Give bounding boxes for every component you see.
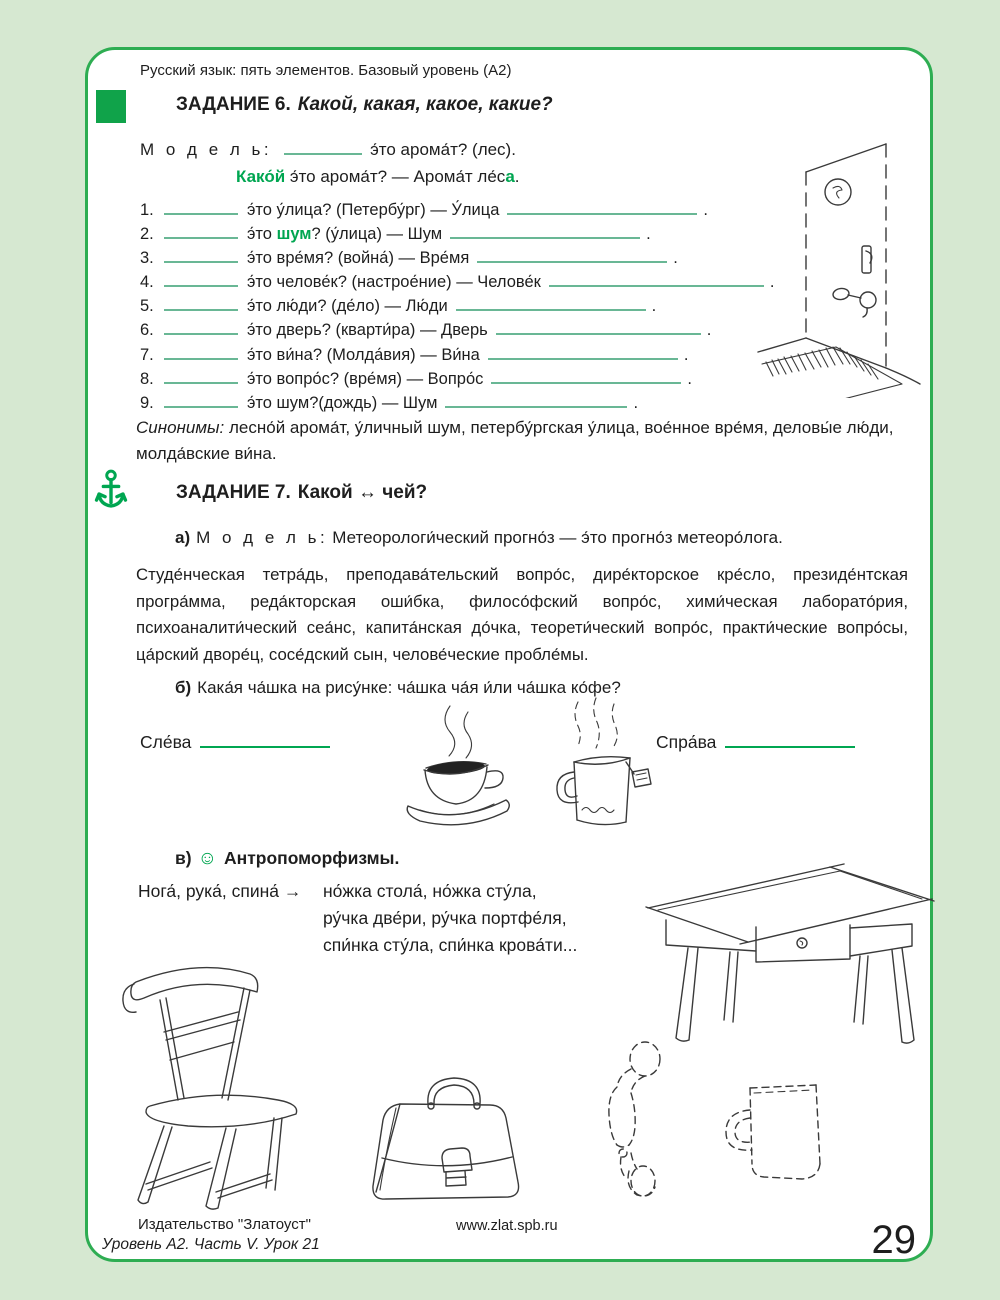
running-header: Русский язык: пять элементов. Базовый уровень (А2): [140, 62, 512, 79]
page-frame: [85, 47, 933, 1262]
task6-heading: [176, 94, 553, 116]
section-square-bullet: [96, 90, 126, 123]
page-number: 29: [871, 1218, 916, 1262]
task7-heading-number: ЗАДАНИЕ 7.: [176, 482, 291, 503]
b-text: Кака́я ча́шка на рису́нке: ча́шка ча́я и́ли ча́шка ко́фе?: [197, 678, 621, 697]
item-period: .: [706, 321, 712, 340]
blank-line: [477, 249, 667, 263]
model-label: М о д е л ь:: [140, 140, 273, 159]
item-period: .: [687, 369, 692, 388]
blank-line: [284, 141, 362, 155]
blank-line: [549, 273, 764, 287]
model-line1-text: э́то арома́т? (лес).: [370, 140, 516, 159]
list-item: [140, 246, 774, 270]
synonyms-text: лесно́й арома́т, у́личный шум, петербу́ргская у́лица, вое́нное вре́мя, деловы́е лю́ди, молда́вские ви́на.: [136, 418, 894, 463]
list-item: [140, 318, 774, 342]
item-text: э́то вре́мя? (война́) — Вре́мя: [247, 249, 470, 268]
coffee-cup-sketch: [386, 700, 536, 850]
right-answer: [656, 732, 855, 753]
item-number: 9.: [140, 393, 154, 412]
item-text: э́то ви́на? (Молда́вия) — Ви́на: [247, 345, 480, 364]
list-item: [140, 367, 774, 391]
blank-line: [450, 225, 640, 239]
b-label: б): [175, 678, 192, 697]
item-green-word: шум: [276, 225, 312, 244]
item-number: 3.: [140, 249, 154, 268]
list-item: [140, 222, 774, 246]
blank-line: [164, 273, 238, 287]
synonyms-label: Синонимы:: [136, 418, 225, 437]
item-text: э́то шум?(дождь) — Шум: [247, 393, 438, 412]
v-example-line: спи́нка сту́ла, спи́нка крова́ти...: [323, 935, 578, 955]
task6-model: [140, 136, 520, 190]
blank-line: [164, 370, 238, 384]
task6-heading-title: Какой, какая, какое, какие?: [297, 94, 553, 115]
item-number: 8.: [140, 369, 154, 388]
item-period: .: [769, 273, 775, 292]
v-title: Антропоморфизмы.: [224, 848, 400, 868]
anchor-icon: [94, 468, 128, 510]
blank-line: [507, 201, 697, 215]
v-left-text: Нога́, рука́, спина́ →: [138, 881, 302, 901]
blank-line: [445, 394, 627, 408]
item-number: 1.: [140, 201, 154, 219]
list-item: [140, 343, 774, 367]
website: www.zlat.spb.ru: [456, 1218, 558, 1234]
item-text-after: ? (у́лица) — Шум: [311, 225, 443, 244]
blank-line: [164, 249, 238, 263]
item-text: э́то челове́к? (настрое́ние) — Челове́к: [247, 273, 541, 292]
list-item: [140, 198, 774, 222]
tea-mug-sketch: [540, 696, 660, 856]
answer-line: [200, 734, 330, 748]
item-period: .: [683, 345, 689, 364]
a-model-label: М о д е л ь:: [196, 528, 329, 547]
item-period: .: [651, 297, 657, 316]
item-number: 5.: [140, 297, 154, 316]
v-example-line: но́жка стола́, но́жка сту́ла,: [323, 881, 537, 901]
blank-line: [164, 201, 238, 215]
right-label: Спра́ва: [656, 732, 717, 752]
item-period: .: [673, 249, 678, 268]
task6-model-line1: [140, 136, 520, 163]
answer-line: [725, 734, 855, 748]
task7-heading: [176, 482, 427, 504]
a-label: а): [175, 528, 191, 547]
list-item: [140, 391, 774, 415]
v-examples: [323, 878, 577, 959]
synonyms-paragraph: [136, 415, 914, 467]
model-green-ending: а: [505, 167, 515, 186]
model-line2-text: э́то арома́т? — Арома́т ле́с: [285, 167, 506, 186]
phone-handset-sketch: [583, 1035, 673, 1205]
left-answer: [140, 732, 330, 753]
item-period: .: [646, 225, 651, 244]
blank-line: [496, 321, 701, 335]
a-model-text: Метеорологи́ческий прогно́з — э́то прогно́з метеоро́лога.: [332, 528, 783, 547]
item-number: 7.: [140, 345, 154, 364]
smiley-icon: ☺: [197, 848, 217, 869]
task7-b-question: [175, 678, 621, 698]
blank-line: [164, 297, 238, 311]
item-number: 4.: [140, 273, 154, 292]
blank-line: [164, 225, 238, 239]
briefcase-sketch: [366, 1060, 546, 1215]
item-text: э́то у́лица? (Петербу́рг) — У́лица: [247, 201, 500, 219]
item-text: э́то вопро́с? (вре́мя) — Вопро́с: [247, 369, 484, 388]
blank-line: [164, 394, 238, 408]
table-sketch: [644, 852, 936, 1052]
item-text: э́то дверь? (кварти́ра) — Дверь: [247, 321, 488, 340]
list-item: [140, 270, 774, 294]
v-label: в): [175, 848, 192, 868]
item-number: 2.: [140, 225, 154, 244]
blank-line: [456, 297, 646, 311]
edition-info: Уровень А2. Часть V. Урок 21: [102, 1236, 320, 1253]
model-period: .: [514, 167, 520, 186]
task6-model-line2: [236, 163, 520, 190]
blank-line: [488, 346, 678, 360]
blank-line: [491, 370, 681, 384]
task6-exercise-list: [140, 198, 774, 415]
task7-a-model: [175, 528, 783, 548]
task7-v-heading: [175, 848, 399, 870]
blank-line: [164, 346, 238, 360]
publisher: Издательство "Златоуст": [138, 1216, 311, 1233]
mug-sketch: [710, 1072, 850, 1202]
task7-word-list: Студе́нческая тетра́дь, преподава́тельский вопро́с, дире́кторское кре́сло, президе́нтская програ́мма, реда́кторская оши́бка, филосо́фский вопро́с, хими́ческая лаборато́рия, психоаналити́ческий сеа́нс, капита́нская до́чка, теорети́ческий вопро́с, практи́ческие вопро́сы, ца́рский дворе́ц, сосе́дский сын, челове́ческие пробле́мы.: [136, 565, 908, 664]
model-question-word: Како́й: [236, 167, 286, 186]
task7-heading-title: Какой ↔ чей?: [297, 482, 428, 503]
item-period: .: [633, 393, 639, 412]
left-label: Сле́ва: [140, 732, 192, 752]
item-number: 6.: [140, 321, 154, 340]
item-text: э́то: [247, 225, 277, 244]
list-item: [140, 294, 774, 318]
chair-sketch: [98, 948, 343, 1218]
task6-heading-number: ЗАДАНИЕ 6.: [176, 94, 291, 115]
item-text: э́то лю́ди? (де́ло) — Лю́ди: [247, 297, 448, 316]
item-period: .: [703, 201, 708, 219]
v-example-line: ру́чка две́ри, ру́чка портфе́ля,: [323, 908, 567, 928]
blank-line: [164, 321, 238, 335]
door-sketch: [748, 130, 938, 398]
